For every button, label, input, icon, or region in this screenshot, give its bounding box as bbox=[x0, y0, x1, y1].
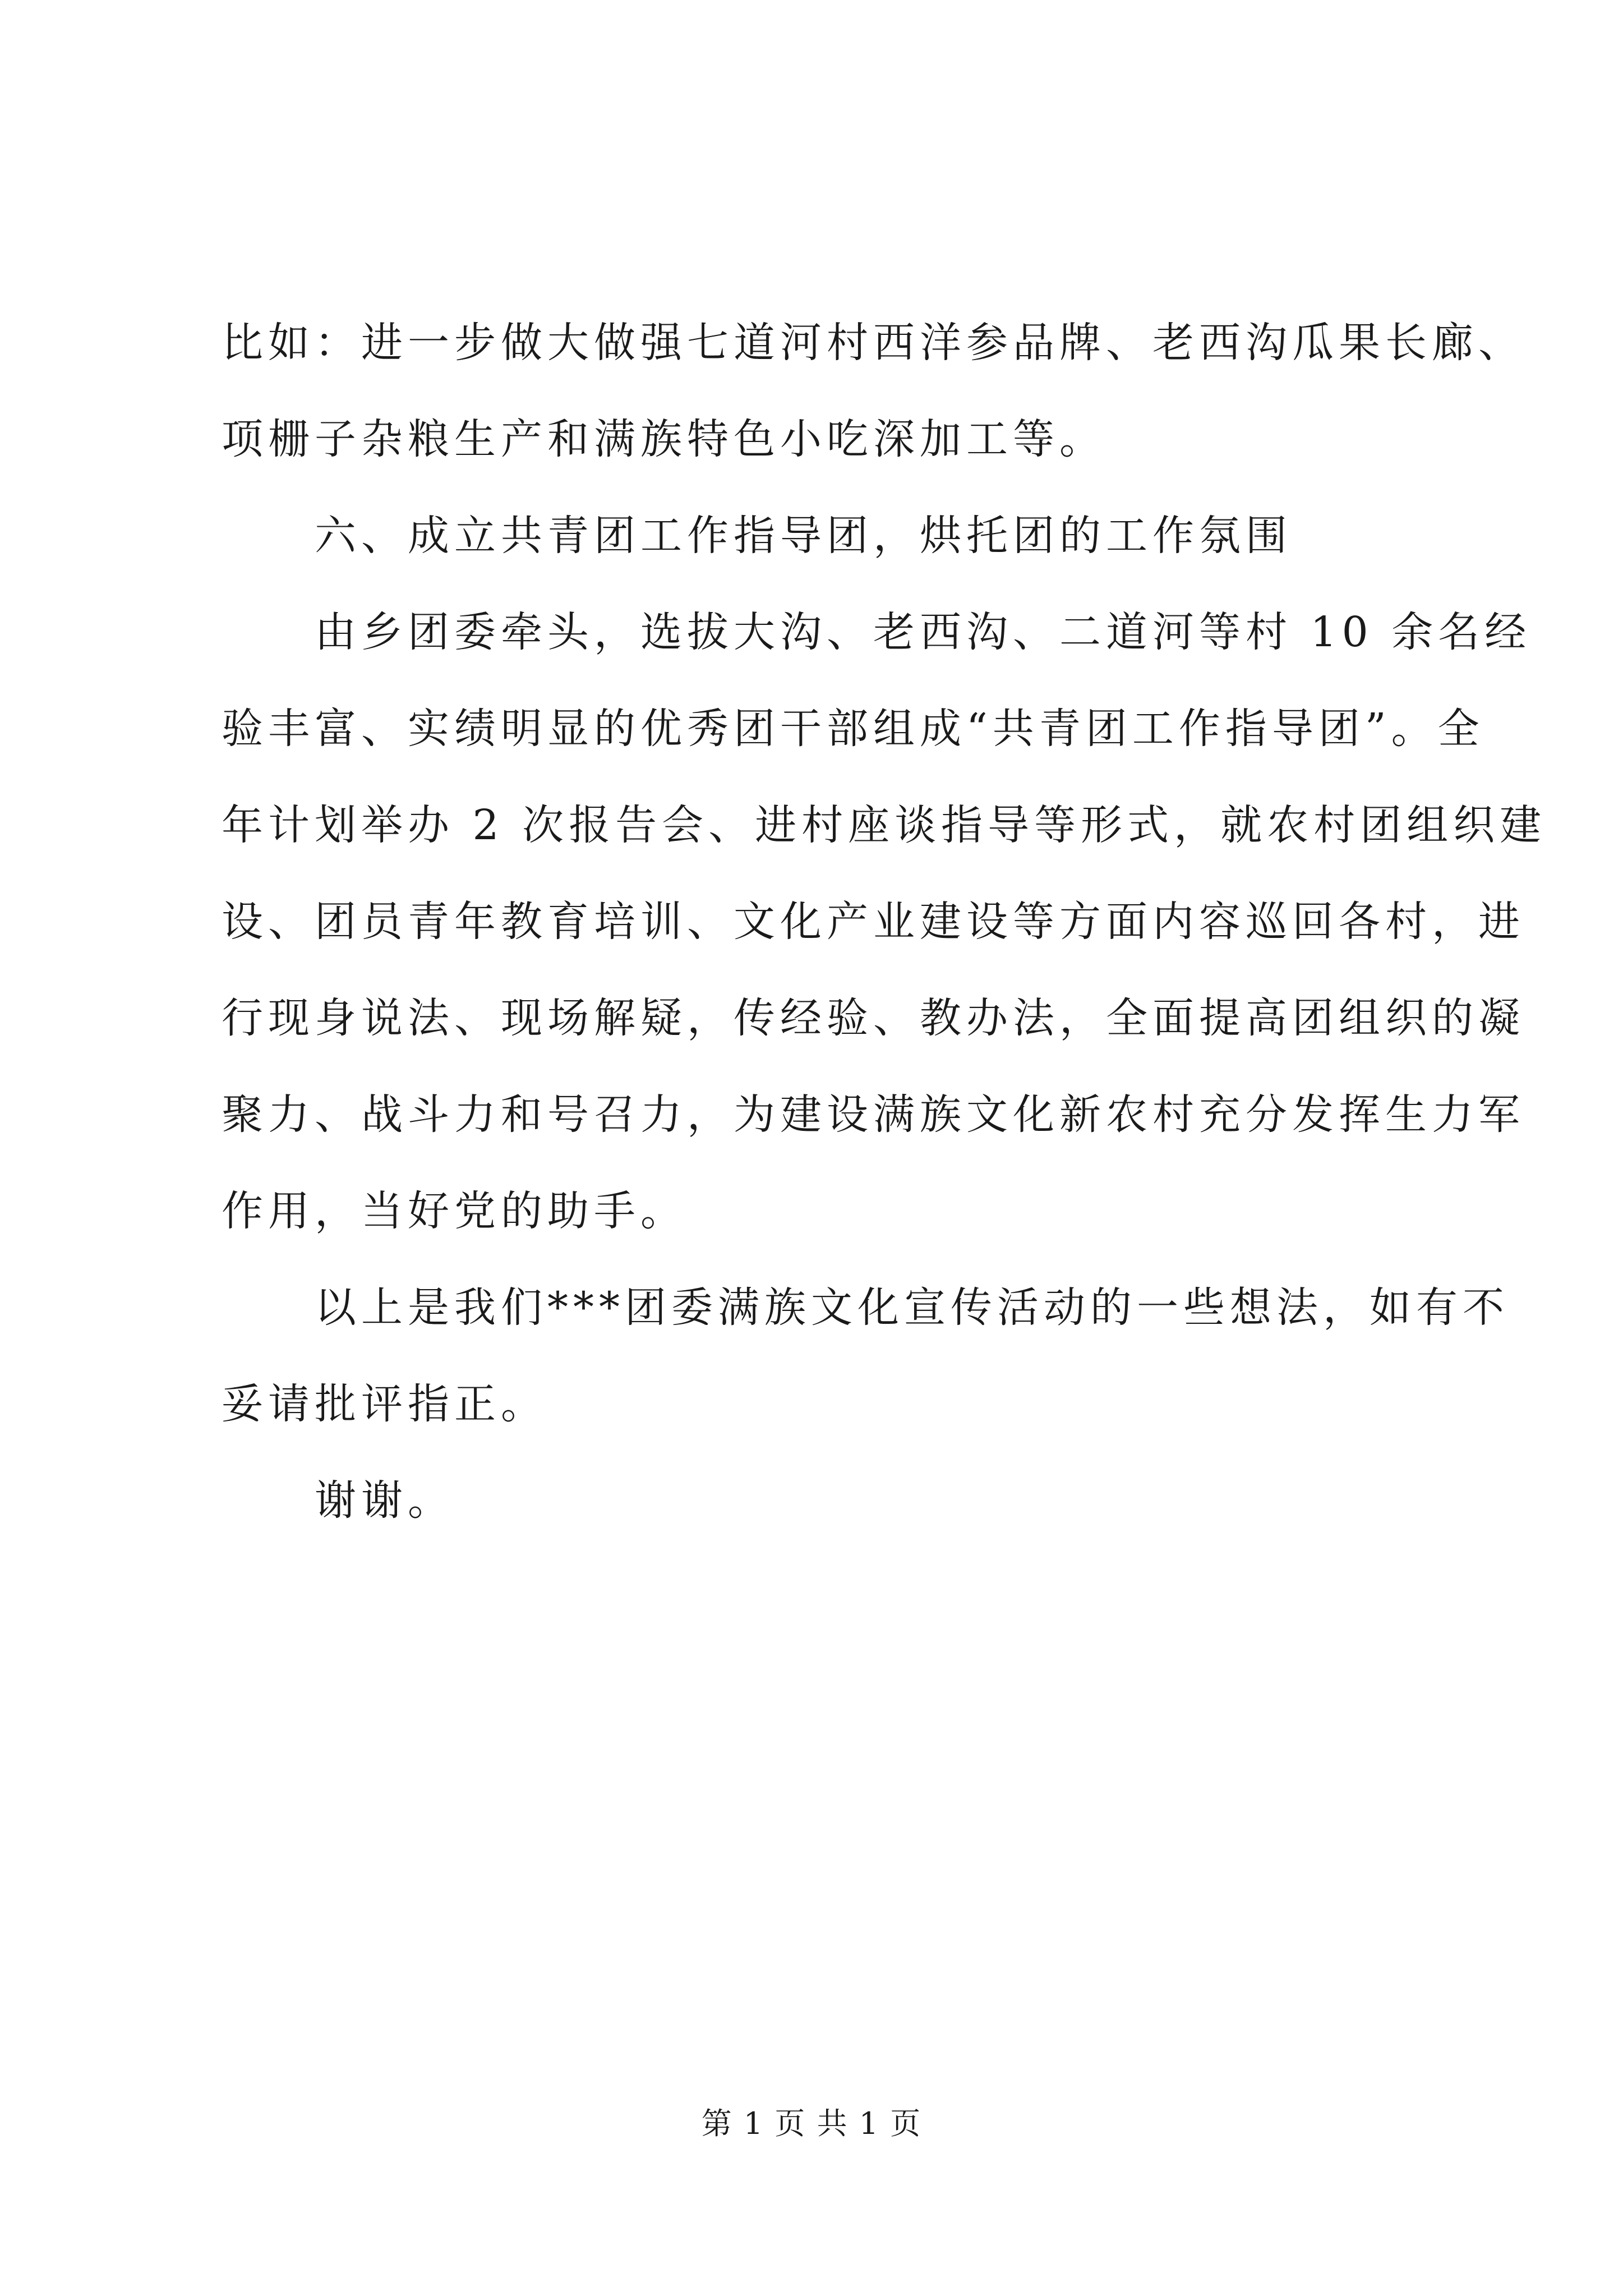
text-line: 作用，当好党的助手。 bbox=[222, 1187, 687, 1235]
heading-line: 六、成立共青团工作指导团，烘托团的工作氛围 bbox=[315, 512, 1292, 560]
document-body bbox=[222, 295, 1547, 1549]
text-line: 验丰富、实绩明显的优秀团干部组成“共青团工作指导团”。全 bbox=[222, 705, 1484, 753]
paragraph-3 bbox=[222, 584, 1547, 1259]
section-heading-6 bbox=[222, 487, 1427, 584]
paragraph-4 bbox=[222, 1259, 1509, 1452]
text-line: 设、团员青年教育培训、文化产业建设等方面内容巡回各村，进 bbox=[222, 898, 1525, 946]
text-line: 聚力、战斗力和号召力，为建设满族文化新农村充分发挥生力军 bbox=[222, 1091, 1525, 1139]
text-line: 年计划举办 2 次报告会、进村座谈指导等形式，就农村团组织建 bbox=[222, 801, 1547, 849]
text-line: 行现身说法、现场解疑，传经验、教办法，全面提高团组织的凝 bbox=[222, 994, 1525, 1042]
text-line: 以上是我们***团委满族文化宣传活动的一些想法，如有不 bbox=[315, 1283, 1509, 1332]
text-line: 妥请批评指正。 bbox=[222, 1380, 547, 1428]
text-line: 由乡团委牵头，选拔大沟、老西沟、二道河等村 10 余名经 bbox=[315, 608, 1532, 656]
text-line: 项栅子杂粮生产和满族特色小吃深加工等。 bbox=[222, 415, 1106, 463]
page-footer: 第 1 页 共 1 页 bbox=[701, 2106, 922, 2141]
paragraph-5 bbox=[222, 1452, 1427, 1549]
text-line: 谢谢。 bbox=[315, 1476, 454, 1525]
paragraph-1 bbox=[222, 295, 1525, 487]
text-line: 比如：进一步做大做强七道河村西洋参品牌、老西沟瓜果长廊、 bbox=[222, 319, 1525, 367]
